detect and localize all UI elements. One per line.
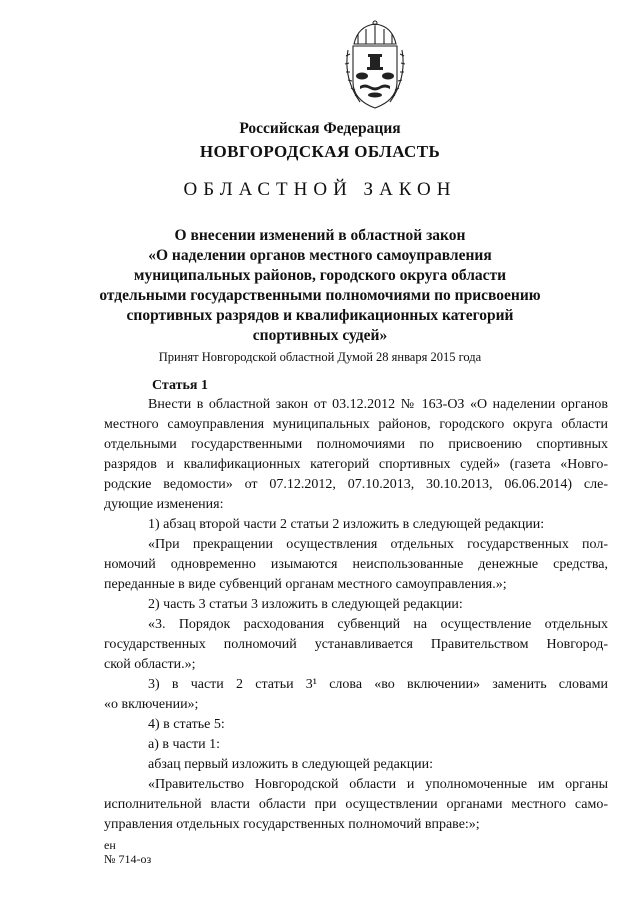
body-line: переданные в виде субвенций органам местного самоуправления.»;: [104, 577, 507, 592]
body-line: ской области.»;: [104, 657, 196, 672]
body-line: «Правительство Новгородской области и уполномоченные им органы: [148, 777, 608, 792]
body-line: управления отдельных государственных полномочий вправе:»;: [104, 817, 480, 832]
body-line: дующие изменения:: [104, 497, 224, 512]
body-line: а) в части 1:: [148, 737, 220, 752]
body-line: 2) часть 3 статьи 3 изложить в следующей редакции:: [148, 597, 463, 612]
novgorod-coat-of-arms-icon: [340, 20, 410, 112]
footer-number: № 714-оз: [104, 852, 152, 866]
body-line: Внести в областной закон от 03.12.2012 № 163-ОЗ «О наделении органов: [148, 397, 608, 412]
document-footer: [104, 838, 151, 866]
body-line: отдельными государственными полномочиями по присвоению спортивных: [104, 437, 608, 452]
law-title: [0, 226, 640, 346]
law-type-heading: ОБЛАСТНОЙ ЗАКОН: [183, 179, 457, 200]
footer-initials: ен: [104, 838, 116, 852]
body-line: исполнительной власти области при осуществлении органами местного само-: [104, 797, 608, 812]
body-line: 3) в части 2 статьи 3¹ слова «во включении» заменить словами: [148, 677, 608, 692]
article-heading: Статья 1: [152, 378, 208, 393]
adoption-note: Принят Новгородской областной Думой 28 января 2015 года: [158, 350, 482, 364]
body-line: «о включении»;: [104, 697, 199, 712]
body-line: «3. Порядок расходования субвенций на осуществление отдельных: [148, 617, 608, 632]
body-line: государственных полномочий устанавливается Правительством Новгород-: [104, 637, 608, 652]
country-heading: Российская Федерация: [239, 120, 401, 137]
body-line: разрядов и квалификационных категорий спортивных судей» (газета «Новго-: [104, 457, 608, 472]
body-line: местного самоуправления муниципальных районов, городского округа области: [104, 417, 608, 432]
law-title-line: О внесении изменений в областной закон: [174, 227, 466, 244]
law-title-line: отдельными государственными полномочиями по присвоению: [99, 287, 541, 304]
body-line: «При прекращении осуществления отдельных государственных пол-: [148, 537, 608, 552]
law-title-line: «О наделении органов местного самоуправления: [148, 247, 492, 264]
body-line: номочий одновременно изымаются неиспользованные денежные средства,: [104, 557, 608, 572]
body-line: родские ведомости» от 07.12.2012, 07.10.2013, 30.10.2013, 06.06.2014) сле-: [104, 477, 608, 492]
law-title-line: спортивных судей»: [252, 327, 388, 344]
law-title-line: муниципальных районов, городского округа области: [133, 267, 507, 284]
region-heading: НОВГОРОДСКАЯ ОБЛАСТЬ: [199, 142, 441, 161]
body-line: абзац первый изложить в следующей редакции:: [148, 757, 434, 772]
body-line: 4) в статье 5:: [148, 717, 225, 732]
law-title-line: спортивных разрядов и квалификационных категорий: [126, 307, 514, 324]
body-line: 1) абзац второй части 2 статьи 2 изложить в следующей редакции:: [148, 517, 545, 532]
